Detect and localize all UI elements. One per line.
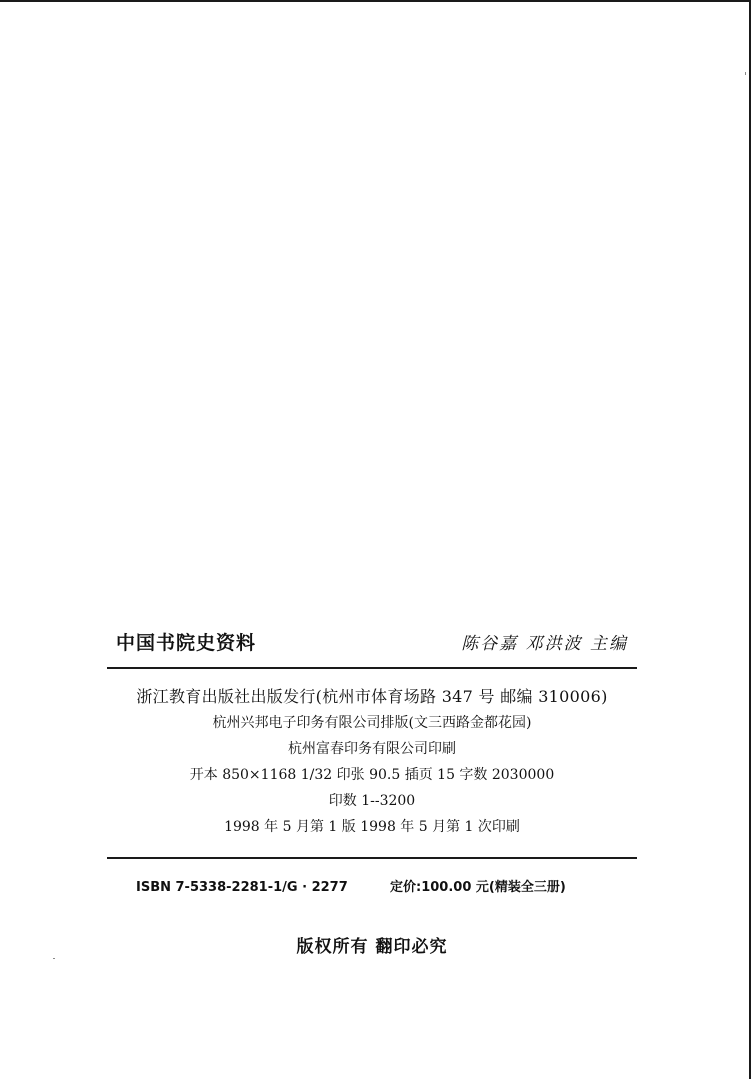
- isbn-number: ISBN 7-5338-2281-1/G · 2277: [136, 880, 348, 895]
- scan-speck: [745, 72, 746, 75]
- publication-info: [107, 684, 637, 840]
- isbn-price-row: [136, 878, 616, 898]
- typesetting-line: 杭州兴邦电子印务有限公司排版(文三西路金都花园): [212, 715, 532, 731]
- price-label: 定价:100.00 元(精装全三册): [390, 880, 566, 895]
- scan-speck: [53, 958, 55, 959]
- divider-rule-top: [107, 667, 637, 669]
- book-title: 中国书院史资料: [116, 632, 257, 654]
- page-top-border: [0, 0, 751, 2]
- publisher-line: 浙江教育出版社出版发行(杭州市体育场路 347 号 邮编 310006): [136, 687, 608, 706]
- copyright-notice: 版权所有 翻印必究: [296, 937, 448, 957]
- title-row: [116, 628, 636, 654]
- printer-line: 杭州富春印务有限公司印刷: [288, 741, 456, 757]
- specs-line: 开本 850×1168 1/32 印张 90.5 插页 15 字数 2030000: [189, 767, 555, 783]
- divider-rule-bottom: [107, 857, 637, 859]
- edition-line: 1998 年 5 月第 1 版 1998 年 5 月第 1 次印刷: [224, 819, 520, 835]
- editors-line: 陈谷嘉 邓洪波 主编: [461, 634, 628, 654]
- print-run-line: 印数 1--3200: [328, 793, 416, 809]
